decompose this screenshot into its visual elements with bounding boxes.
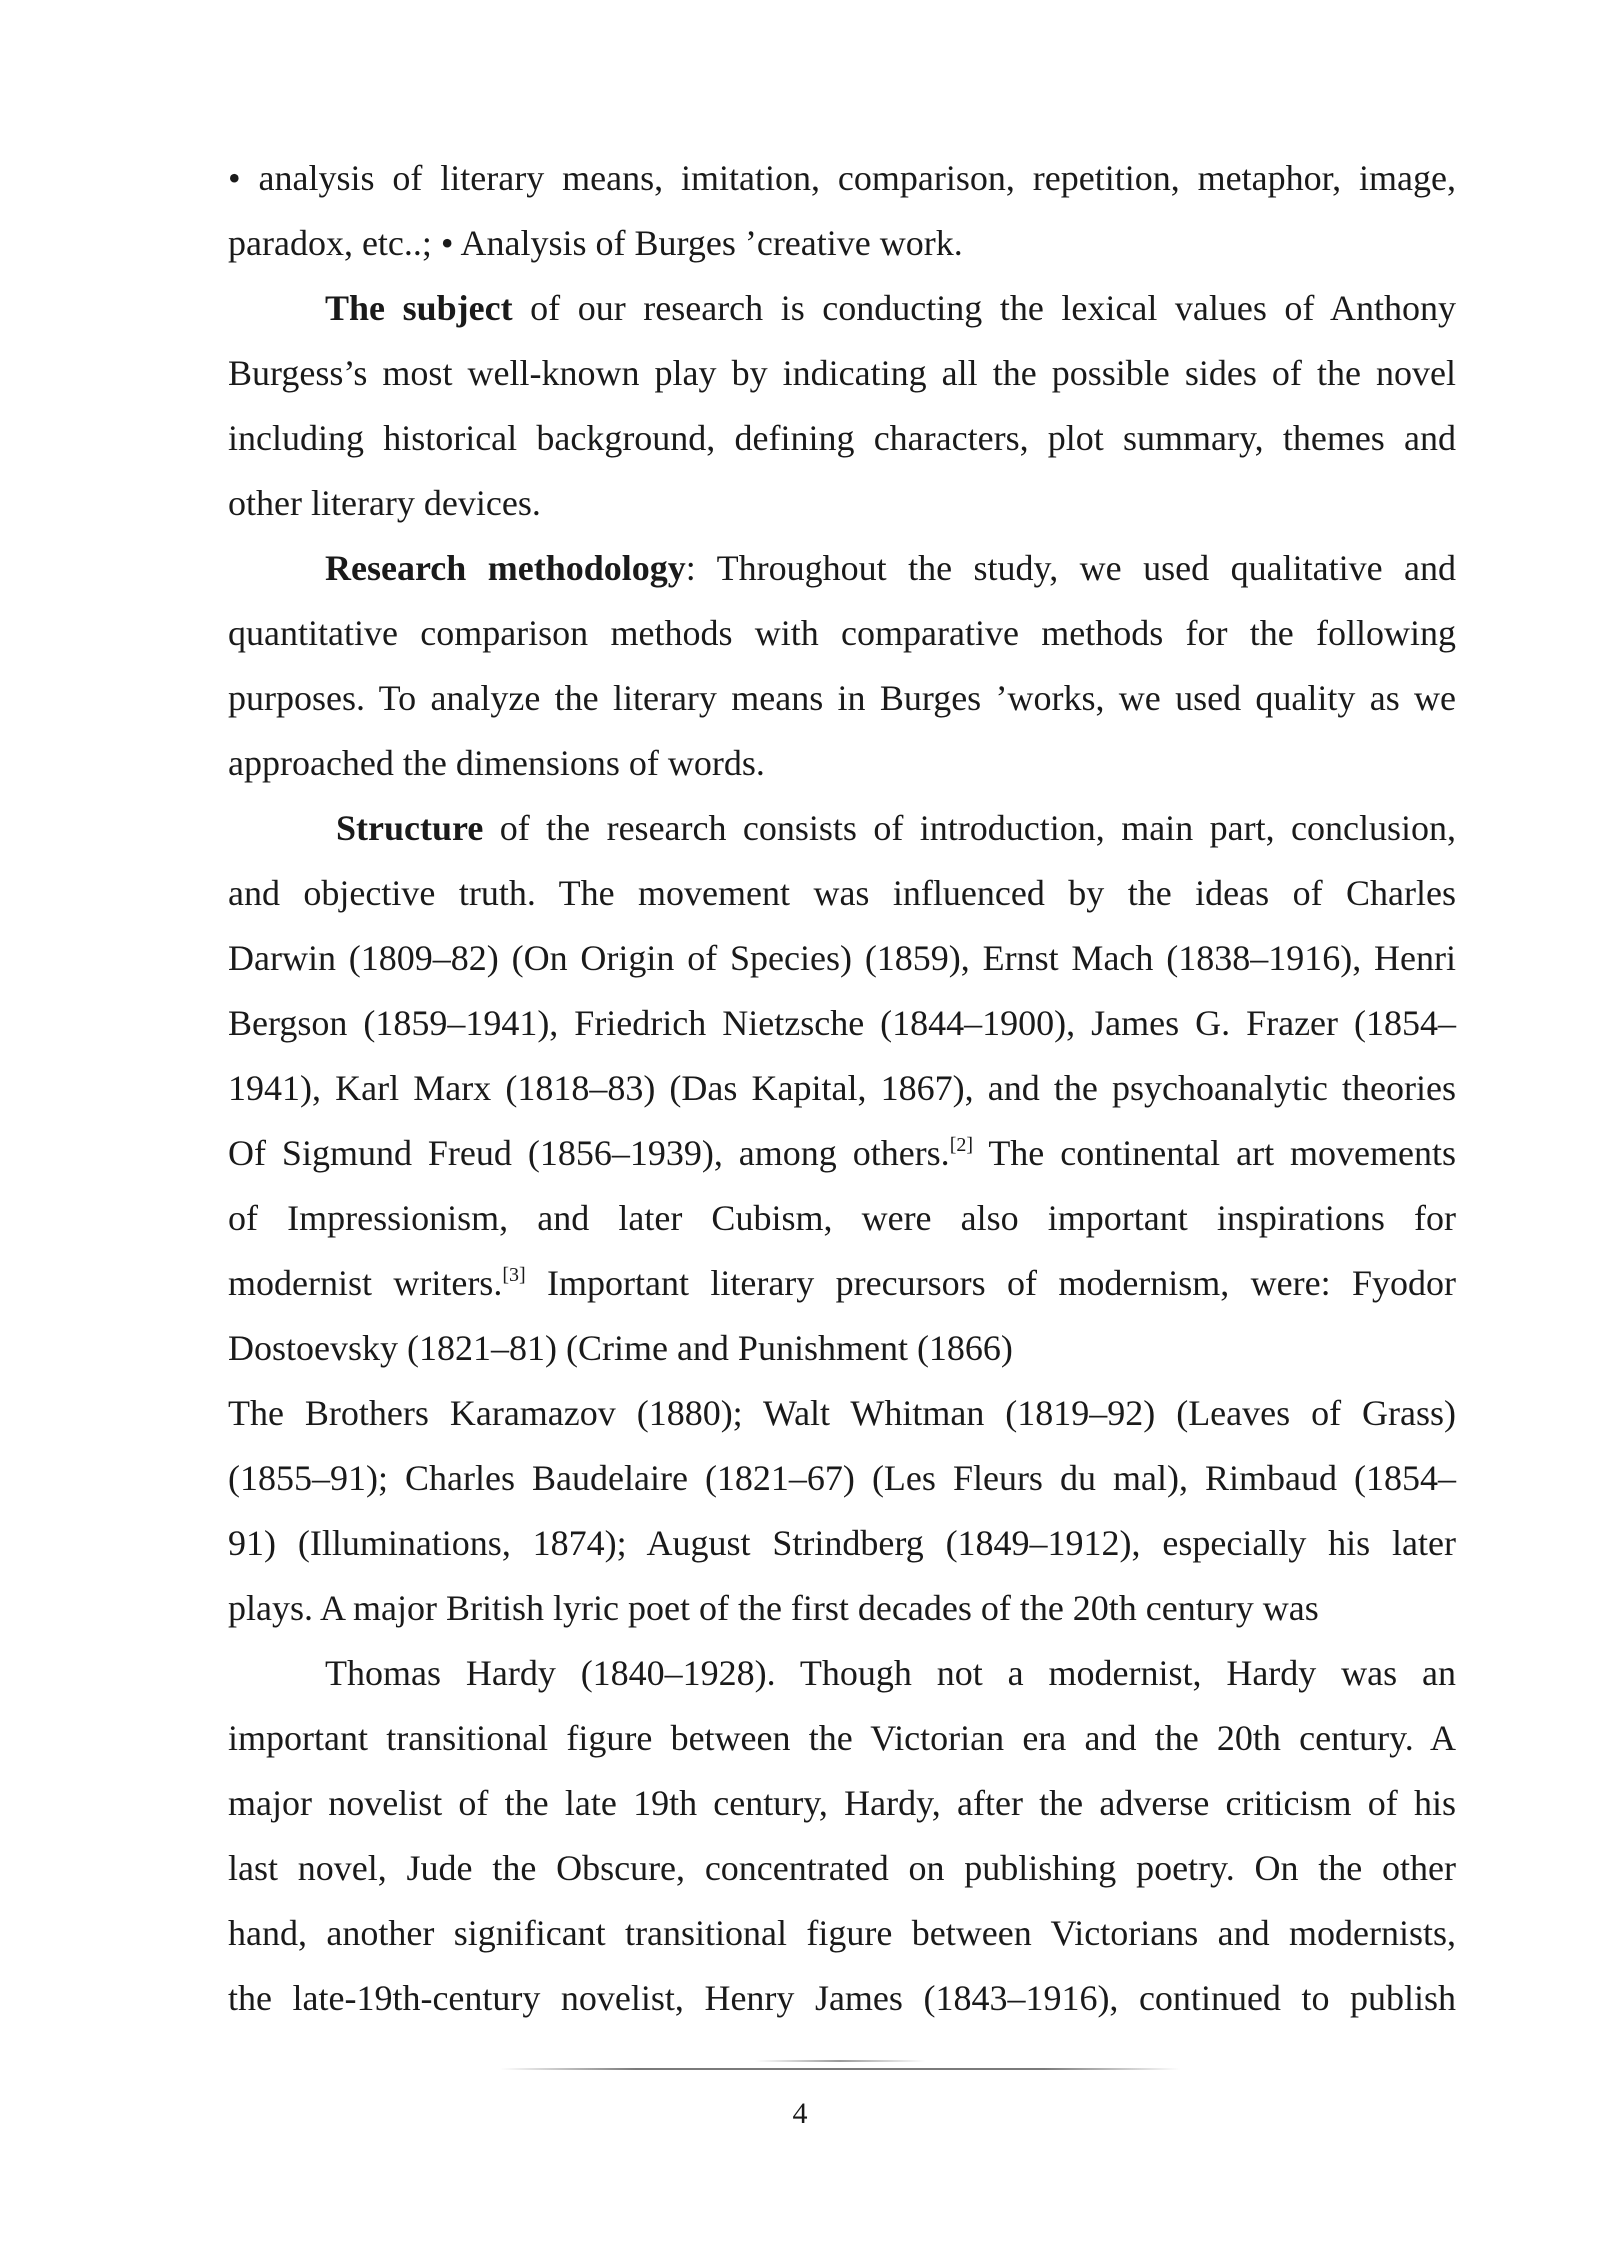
text-line: and objective truth. The movement was influenced by the ideas of Charles xyxy=(228,873,1456,913)
text-line: 91) (Illuminations, 1874); August Strindberg (1849–1912), especially his later xyxy=(228,1523,1456,1563)
subject-heading: The subject xyxy=(325,288,513,328)
methodology-heading: Research methodology xyxy=(325,548,686,588)
text-line: the late-19th-century novelist, Henry James (1843–1916), continued to publish xyxy=(228,1978,1456,2018)
footnote-ref[interactable]: [3] xyxy=(502,1264,526,1286)
text-line: purposes. To analyze the literary means in Burges ’works, we used quality as we xyxy=(228,678,1456,718)
text-line: last novel, Jude the Obscure, concentrated on publishing poetry. On the other xyxy=(228,1848,1456,1888)
footer-divider xyxy=(500,2068,1180,2070)
text-line: Of Sigmund Freud (1856–1939), among others.[2] The continental art movements xyxy=(228,1133,1457,1173)
page-number: 4 xyxy=(792,2097,808,2130)
structure-heading: Structure xyxy=(336,808,484,848)
footer-divider-accent xyxy=(755,2060,925,2062)
paragraph-methodology: Research methodology: Throughout the study, we used qualitative and xyxy=(325,548,1457,588)
text-line: paradox, etc..; • Analysis of Burges ’creative work. xyxy=(228,223,963,263)
text-line: (1855–91); Charles Baudelaire (1821–67) (Les Fleurs du mal), Rimbaud (1854– xyxy=(228,1458,1456,1498)
text-line: Burgess’s most well-known play by indicating all the possible sides of the novel xyxy=(228,353,1456,393)
text-line: Bergson (1859–1941), Friedrich Nietzsche (1844–1900), James G. Frazer (1854– xyxy=(228,1003,1456,1043)
paragraph-subject: The subject of our research is conducting the lexical values of Anthony xyxy=(325,288,1457,328)
footnote-ref[interactable]: [2] xyxy=(949,1134,974,1156)
text-line: modernist writers.[3] Important literary precursors of modernism, were: Fyodor xyxy=(228,1263,1456,1303)
text-line: quantitative comparison methods with comparative methods for the following xyxy=(228,613,1456,653)
text-line: Darwin (1809–82) (On Origin of Species) (1859), Ernst Mach (1838–1916), Henri xyxy=(228,938,1456,978)
document-body xyxy=(228,146,1456,2031)
text-line: including historical background, defining characters, plot summary, themes and xyxy=(228,418,1456,458)
text-line: The Brothers Karamazov (1880); Walt Whitman (1819–92) (Leaves of Grass) xyxy=(228,1393,1456,1433)
text-line: hand, another significant transitional figure between Victorians and modernists, xyxy=(228,1913,1456,1953)
text-line: of Impressionism, and later Cubism, were also important inspirations for xyxy=(228,1198,1456,1238)
text-line: 1941), Karl Marx (1818–83) (Das Kapital, 1867), and the psychoanalytic theories xyxy=(228,1068,1456,1108)
text-line: other literary devices. xyxy=(228,483,541,523)
text-line: important transitional figure between the Victorian era and the 20th century. A xyxy=(228,1718,1456,1758)
text-line: plays. A major British lyric poet of the first decades of the 20th century was xyxy=(228,1588,1319,1628)
text-line: approached the dimensions of words. xyxy=(228,743,765,783)
text-line: Dostoevsky (1821–81) (Crime and Punishment (1866) xyxy=(228,1328,1013,1368)
paragraph-hardy: Thomas Hardy (1840–1928). Though not a modernist, Hardy was an xyxy=(325,1653,1456,1693)
text-line: major novelist of the late 19th century, Hardy, after the adverse criticism of his xyxy=(228,1783,1456,1823)
text-line: • analysis of literary means, imitation, comparison, repetition, metaphor, image, xyxy=(228,158,1456,198)
paragraph-structure: Structure of the research consists of introduction, main part, conclusion, xyxy=(336,808,1456,848)
